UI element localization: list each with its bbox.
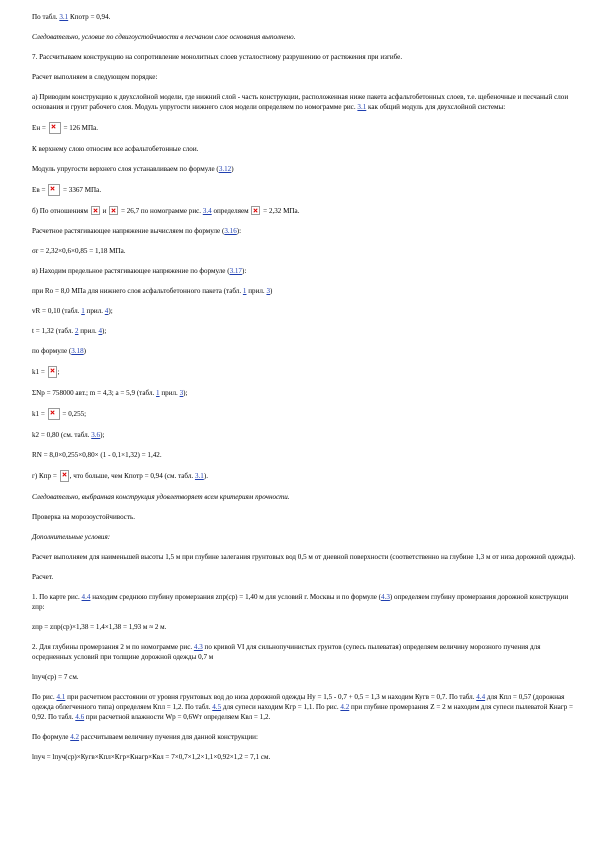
paragraph (32, 164, 577, 174)
text: прил. (78, 327, 99, 335)
section-heading: Расчет. (32, 573, 54, 581)
text: при расчетной влажности Wp = 0,6Wт определяем Квл = 1,2. (84, 713, 271, 721)
text: ); (183, 389, 188, 397)
text: для супеси находим Кгр = 1,1. По рис. (221, 703, 341, 711)
text: 1. По карте рис. (32, 593, 82, 601)
figure-link[interactable]: 4.3 (193, 643, 203, 651)
text: , что больше, чем Кпотр = 0,94 (см. табл. (69, 472, 195, 480)
text: ; (57, 368, 60, 376)
text: t = 1,32 (табл. (32, 327, 75, 335)
text: По табл. (32, 13, 60, 21)
table-link[interactable]: 3.1 (59, 13, 69, 21)
text: Кпотр = 0,94. (68, 13, 111, 21)
subheading-text: Дополнительные условия: (32, 533, 111, 541)
section-heading: 7. Рассчитываем конструкцию на сопротивление монолитных слоев усталостному разрушению от растяжения при изгибе. (32, 53, 403, 61)
text: для Кпл = 0,57 (дорожная одежда облегченного типа) определяем Кпл = 1,2. По табл. (32, 693, 565, 711)
formula-line (32, 470, 577, 482)
paragraph (32, 326, 577, 336)
broken-image-icon (48, 408, 60, 420)
paragraph (32, 12, 577, 22)
text: ) (270, 287, 273, 295)
paragraph (32, 388, 577, 398)
text: а) Приводим конструкцию к двухслойной модели, где нижний слой - часть конструкции, расположенная ниже пакета асфальтобетонных слоев, т.е. щебеночные и песчаный слои основания и грунт рабочего слоя. Модуль упругости нижнего слоя модели определяем по номограмме рис. (32, 93, 569, 111)
text: vR = 0,10 (табл. (32, 307, 82, 315)
table-link[interactable]: 1 (156, 389, 160, 397)
paragraph (32, 532, 577, 542)
paragraph: Расчет выполняем для наименьшей высоты 1,5 м при глубине залегания грунтовых вод 0,5 м от дневной поверхности (соответственно на глубине 1,3 м от низа дорожной одежды). (32, 553, 576, 561)
text: Расчетное растягивающее напряжение вычисляем по формуле ( (32, 227, 225, 235)
text: как общий модуль для двухслойной системы: (366, 103, 506, 111)
conclusion-text: Следовательно, выбранная конструкция удовлетворяет всем критериям прочности. (32, 493, 290, 501)
appendix-link[interactable]: 4 (104, 307, 109, 315)
appendix-link[interactable]: 3 (179, 389, 184, 397)
paragraph (32, 692, 577, 722)
text: = 3367 МПа. (61, 186, 102, 194)
formula-line (32, 122, 577, 134)
section-heading: Проверка на морозоустойчивость. (32, 513, 136, 521)
text: ); (100, 431, 105, 439)
figure-link[interactable]: 4.4 (81, 593, 91, 601)
paragraph (32, 206, 577, 216)
table-link[interactable]: 1 (81, 307, 85, 315)
formula-line (32, 408, 577, 420)
formula-link[interactable]: 3.18 (71, 347, 84, 355)
formula-line: zпр = zпр(ср)×1,38 = 1,4×1,38 = 1,93 м ≈ 2 м. (32, 623, 167, 631)
text: прил. (84, 307, 105, 315)
paragraph (32, 346, 577, 356)
paragraph: Расчет выполняем в следующем порядке: (32, 73, 158, 81)
paragraph (32, 732, 577, 742)
text: при Ro = 8,0 МПа для нижнего слоя асфальтобетонного пакета (табл. (32, 287, 243, 295)
figure-link[interactable]: 4.1 (56, 693, 66, 701)
broken-image-icon (48, 184, 60, 196)
formula-link[interactable]: 3.17 (229, 267, 242, 275)
text: по формуле ( (32, 347, 72, 355)
text: прил. (246, 287, 267, 295)
text: ); (102, 327, 107, 335)
text: ΣNp = 758000 авт.; m = 4,3; a = 5,9 (табл. (32, 389, 157, 397)
paragraph (32, 226, 577, 236)
text: при расчетном расстоянии от уровня грунтовых вод до низа дорожной одежды Hy = 1,5 - 0,7 + 0,5 = 1,3 м находим Кугв = 0,7. По табл. (65, 693, 477, 701)
figure-link[interactable]: 3.1 (357, 103, 367, 111)
paragraph (32, 642, 577, 662)
text: б) По отношениям (32, 207, 90, 215)
paragraph (32, 492, 577, 502)
text: и (100, 207, 109, 215)
figure-link[interactable]: 4.2 (340, 703, 350, 711)
document-body (32, 12, 577, 772)
text: По формуле (32, 733, 71, 741)
formula-line: lпуч(ср) = 7 см. (32, 673, 79, 681)
table-link[interactable]: 3.6 (91, 431, 101, 439)
paragraph: К верхнему слою относим все асфальтобетонные слои. (32, 145, 199, 153)
formula-link[interactable]: 4.2 (70, 733, 80, 741)
conclusion-text: Следовательно, условие по сдвигоустойчивости в песчаном слое основания выполнено. (32, 33, 296, 41)
text: = 2,32 МПа. (261, 207, 300, 215)
text: По рис. (32, 693, 57, 701)
paragraph (32, 306, 577, 316)
text: k1 = (32, 368, 47, 376)
broken-image-icon (49, 122, 61, 134)
text: = 126 МПа. (61, 124, 99, 132)
text: ): (241, 267, 247, 275)
paragraph (32, 592, 577, 612)
text: 2. Для глубины промерзания 2 м по номограмме рис. (32, 643, 194, 651)
formula-line: σr = 2,32×0,6×0,85 = 1,18 МПа. (32, 247, 126, 255)
formula-link[interactable]: 3.16 (224, 227, 237, 235)
formula-line: RN = 8,0×0,255×0,80× (1 - 0,1×1,32) = 1,42. (32, 451, 162, 459)
text: определяем (211, 207, 251, 215)
text: рассчитываем величину пучения для данной конструкции: (79, 733, 258, 741)
text: ). (203, 472, 208, 480)
text: по кривой VI для сильнопучинистых грунтов (супесь пылеватая) определяем величину морозного пучения для осредненных условий при толщине дорожной одежды 0,7 м (32, 643, 541, 661)
paragraph (32, 286, 577, 296)
appendix-link[interactable]: 3 (266, 287, 270, 295)
text: прил. (159, 389, 180, 397)
text: при глубине промерзания Z = 2 м находим для супеси пылеватой Кнагр = 0,92. По табл. (32, 703, 574, 721)
paragraph (32, 430, 577, 440)
text: ) (83, 347, 87, 355)
paragraph (32, 266, 577, 276)
text: k1 = (32, 410, 47, 418)
text: Ен = (32, 124, 48, 132)
table-link[interactable]: 3.1 (194, 472, 204, 480)
formula-link[interactable]: 3.12 (218, 165, 232, 173)
figure-link[interactable]: 3.4 (202, 207, 212, 215)
broken-image-icon (91, 206, 100, 215)
text: находим среднюю глубину промерзания zпр(ср) = 1,40 м для условий г. Москвы и по формуле ( (90, 593, 382, 601)
text: ) (231, 165, 234, 173)
text: г) Кпр = (32, 472, 59, 480)
text: в) Находим предельное растягивающее напряжение по формуле ( (32, 267, 230, 275)
text: = 0,255; (60, 410, 87, 418)
broken-image-icon (48, 366, 57, 378)
table-link[interactable]: 2 (74, 327, 79, 335)
formula-line (32, 366, 577, 378)
formula-line: lпуч = lпуч(ср)×Кугв×Кпл×Кгр×Кнагр×Квл = 7×0,7×1,2×1,1×0,92×1,2 = 7,1 см. (32, 753, 271, 761)
table-link[interactable]: 4.5 (212, 703, 222, 711)
broken-image-icon (60, 470, 69, 482)
broken-image-icon (251, 206, 260, 215)
formula-line (32, 184, 577, 196)
text: = 26,7 по номограмме рис. (119, 207, 203, 215)
table-link[interactable]: 4.6 (75, 713, 85, 721)
paragraph (32, 32, 577, 42)
formula-link[interactable]: 4.3 (381, 593, 390, 601)
broken-image-icon (109, 206, 118, 215)
text: Модуль упругости верхнего слоя устанавливаем по формуле ( (32, 165, 219, 173)
paragraph (32, 92, 577, 112)
text: Ев = (32, 186, 48, 194)
appendix-link[interactable]: 4 (98, 327, 103, 335)
text: ); (108, 307, 113, 315)
text: k2 = 0,80 (см. табл. (32, 431, 92, 439)
text: ) определяем глубину промерзания дорожной конструкции zпр: (32, 593, 569, 611)
text: ): (236, 227, 242, 235)
table-link[interactable]: 4.4 (476, 693, 486, 701)
table-link[interactable]: 1 (242, 287, 247, 295)
